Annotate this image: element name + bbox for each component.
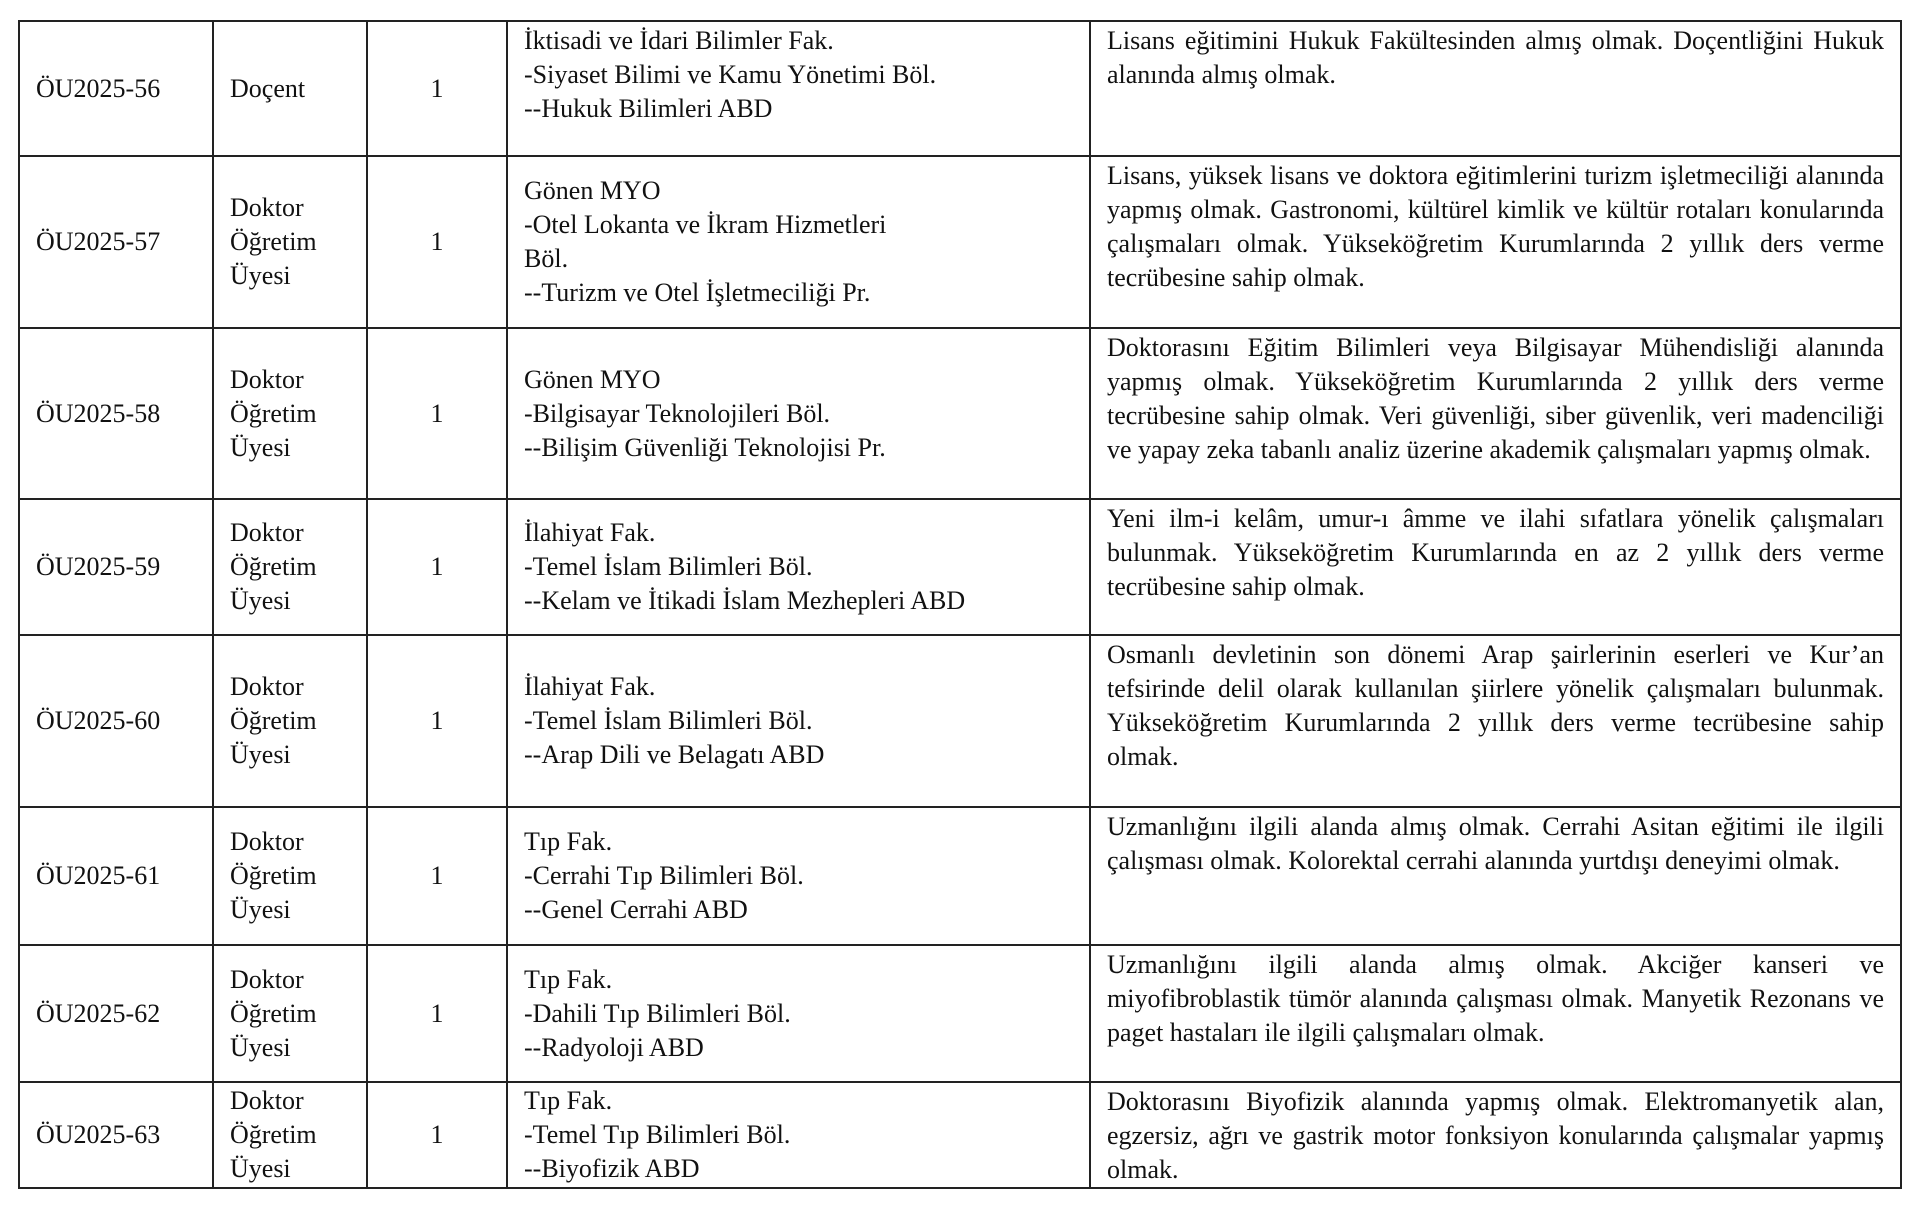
department [507,1082,1090,1188]
title-line: Doktor [230,827,304,856]
table-row [19,328,1901,499]
position-count: 1 [367,21,507,156]
title-line: Öğretim [230,227,317,256]
title-line: Üyesi [230,740,291,769]
positions-table [18,20,1902,1189]
position-code: ÖU2025-58 [19,328,213,499]
requirements: Doktorasını Eğitim Bilimleri veya Bilgisayar Mühendisliği alanında yapmış olmak. Yükseköğretim Kurumlarında 2 yıllık ders verme tecrübesine sahip olmak. Veri güvenliği, siber güvenlik, veri madenciliği ve yapay zeka tabanlı analiz üzerine akademik çalışmaları yapmış olmak. [1090,328,1901,499]
department-line: --Bilişim Güvenliği Teknolojisi Pr. [524,432,886,462]
department-line: -Dahili Tıp Bilimleri Böl. [524,998,791,1028]
position-code: ÖU2025-63 [19,1082,213,1188]
table-row [19,156,1901,328]
department-line: -Cerrahi Tıp Bilimleri Böl. [524,861,804,890]
academic-title [213,635,367,807]
position-code: ÖU2025-57 [19,156,213,328]
academic-title [213,328,367,499]
department [507,807,1090,945]
department-line: -Bilgisayar Teknolojileri Böl. [524,398,831,428]
position-count: 1 [367,945,507,1082]
department [507,945,1090,1082]
title-line: Doçent [230,73,306,103]
academic-title [213,156,367,328]
department-line: İktisadi ve İdari Bilimler Fak. [524,26,834,55]
title-line: Doktor [230,518,304,547]
title-line: Doktor [230,1086,304,1115]
title-line: Üyesi [230,895,291,924]
department-line: --Hukuk Bilimleri ABD [524,94,773,123]
department-line: -Siyaset Bilimi ve Kamu Yönetimi Böl. [524,60,937,89]
department-line: İlahiyat Fak. [524,518,656,547]
title-line: Üyesi [230,586,291,615]
title-line: Öğretim [230,998,317,1028]
title-line: Öğretim [230,398,317,428]
title-line: Doktor [230,964,304,994]
department-line: --Genel Cerrahi ABD [524,895,748,924]
department-line: -Temel İslam Bilimleri Böl. [524,706,813,735]
title-line: Öğretim [230,552,317,581]
title-line: Doktor [230,364,304,394]
department-line: --Arap Dili ve Belagatı ABD [524,740,825,769]
title-line: Doktor [230,672,304,701]
position-count: 1 [367,807,507,945]
requirements: Lisans eğitimini Hukuk Fakültesinden almış olmak. Doçentliğini Hukuk alanında almış olmak. [1090,21,1901,156]
table-row [19,21,1901,156]
academic-title [213,21,367,156]
requirements: Doktorasını Biyofizik alanında yapmış olmak. Elektromanyetik alan, egzersiz, ağrı ve gastrik motor fonksiyon konularında çalışmalar yapmış olmak. [1090,1082,1901,1188]
table-row [19,945,1901,1082]
title-line: Üyesi [230,261,291,290]
title-line: Öğretim [230,1120,317,1149]
position-code: ÖU2025-56 [19,21,213,156]
table-row [19,807,1901,945]
requirements: Uzmanlığını ilgili alanda almış olmak. Akciğer kanseri ve miyofibroblastik tümör alanında çalışması olmak. Manyetik Rezonans ve paget hastaları ile ilgili çalışmaları olmak. [1090,945,1901,1082]
title-line: Öğretim [230,861,317,890]
title-line: Üyesi [230,432,291,462]
department [507,328,1090,499]
academic-title [213,1082,367,1188]
department [507,499,1090,635]
position-code: ÖU2025-61 [19,807,213,945]
department [507,635,1090,807]
title-line: Doktor [230,193,304,222]
department-line: --Radyoloji ABD [524,1032,704,1062]
requirements: Osmanlı devletinin son dönemi Arap şairlerinin eserleri ve Kur’an tefsirinde delil olarak kullanılan şiirlere yönelik çalışmaları bulunmak. Yükseköğretim Kurumlarında 2 yıllık ders verme tecrübesine sahip olmak. [1090,635,1901,807]
department-line: Tıp Fak. [524,827,613,856]
table-row [19,1082,1901,1188]
department-line: Böl. [524,244,569,273]
department-line: --Turizm ve Otel İşletmeciliği Pr. [524,278,871,307]
title-line: Üyesi [230,1032,291,1062]
position-count: 1 [367,499,507,635]
department [507,21,1090,156]
position-code: ÖU2025-62 [19,945,213,1082]
position-count: 1 [367,156,507,328]
department-line: -Temel İslam Bilimleri Böl. [524,552,813,581]
title-line: Öğretim [230,706,317,735]
requirements: Uzmanlığını ilgili alanda almış olmak. Cerrahi Asitan eğitimi ile ilgili çalışması olmak. Kolorektal cerrahi alanında yurtdışı deneyimi olmak. [1090,807,1901,945]
academic-title [213,499,367,635]
title-line: Üyesi [230,1154,291,1183]
table-row [19,635,1901,807]
department-line: Gönen MYO [524,364,661,394]
requirements: Yeni ilm-i kelâm, umur-ı âmme ve ilahi sıfatlara yönelik çalışmaları bulunmak. Yükseköğretim Kurumlarında en az 2 yıllık ders verme tecrübesine sahip olmak. [1090,499,1901,635]
requirements: Lisans, yüksek lisans ve doktora eğitimlerini turizm işletmeciliği alanında yapmış olmak. Gastronomi, kültürel kimlik ve kültür rotaları konularında çalışmaları olmak. Yükseköğretim Kurumlarında 2 yıllık ders verme tecrübesine sahip olmak. [1090,156,1901,328]
academic-title [213,807,367,945]
position-count: 1 [367,635,507,807]
department-line: --Kelam ve İtikadi İslam Mezhepleri ABD [524,586,966,615]
department-line: --Biyofizik ABD [524,1154,700,1183]
academic-title [213,945,367,1082]
table-row [19,499,1901,635]
department-line: Gönen MYO [524,176,661,205]
department [507,156,1090,328]
department-line: Tıp Fak. [524,964,613,994]
department-line: Tıp Fak. [524,1086,613,1115]
position-code: ÖU2025-59 [19,499,213,635]
position-count: 1 [367,1082,507,1188]
department-line: -Otel Lokanta ve İkram Hizmetleri [524,210,887,239]
department-line: İlahiyat Fak. [524,672,656,701]
position-count: 1 [367,328,507,499]
position-code: ÖU2025-60 [19,635,213,807]
department-line: -Temel Tıp Bilimleri Böl. [524,1120,791,1149]
